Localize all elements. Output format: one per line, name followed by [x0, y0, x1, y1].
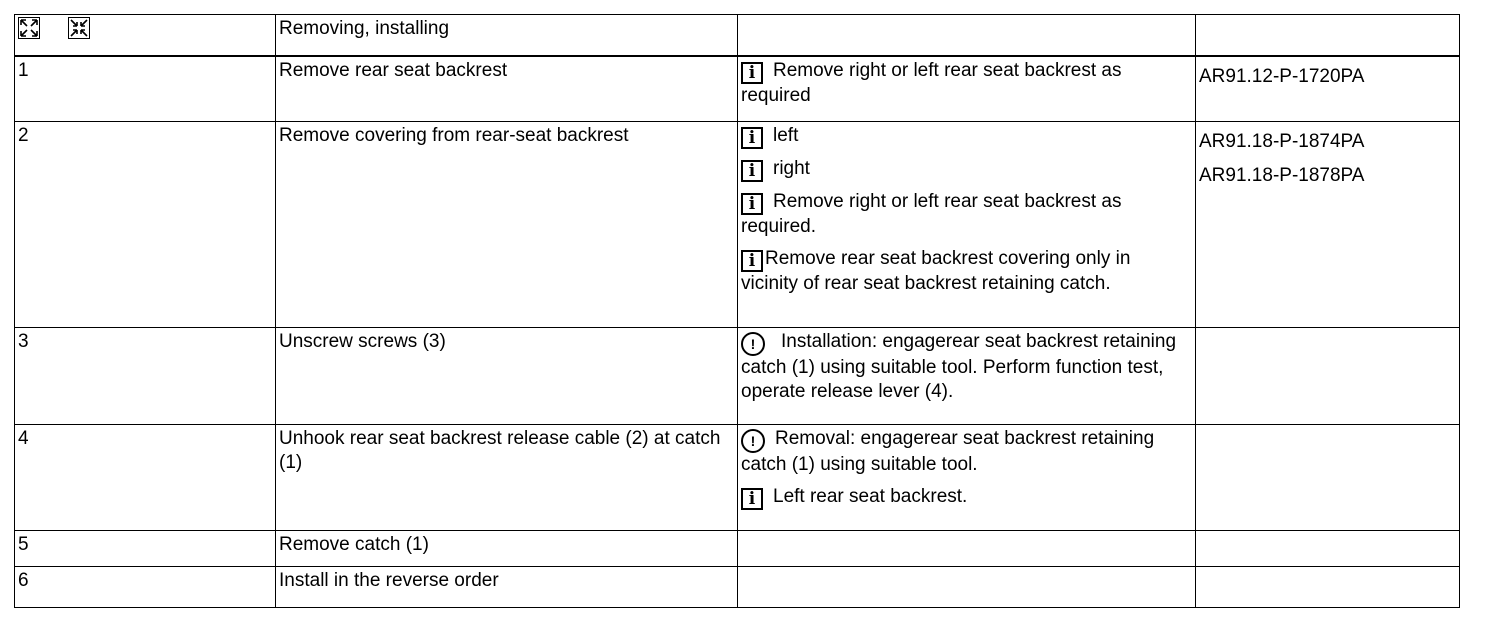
- table-header-row: [15, 15, 1460, 56]
- step-action: Remove rear seat backrest: [276, 56, 738, 122]
- info-icon[interactable]: i: [741, 250, 763, 272]
- caution-icon[interactable]: !: [741, 429, 765, 453]
- reference-link[interactable]: AR91.18-P-1878PA: [1199, 165, 1365, 186]
- step-number: 4: [15, 425, 276, 531]
- step-notes: [738, 56, 1196, 122]
- collapse-arrows-icon[interactable]: [68, 17, 90, 39]
- info-icon[interactable]: i: [741, 193, 763, 215]
- table-row: [15, 567, 1460, 608]
- header-icons-cell: [15, 15, 276, 56]
- note: [741, 427, 1192, 477]
- step-refs: [1196, 425, 1460, 531]
- note: [741, 485, 1192, 510]
- note-text: Removal: engagerear seat backrest retaining catch (1) using suitable tool.: [741, 428, 1155, 475]
- step-refs: [1196, 122, 1460, 328]
- note: [741, 59, 1192, 108]
- note-text: Installation: engagerear seat backrest retaining catch (1) using suitable tool. Perform function test, operate release lever (4).: [741, 331, 1177, 402]
- step-refs: [1196, 567, 1460, 608]
- step-number: 2: [15, 122, 276, 328]
- header-empty-cell: [738, 15, 1196, 56]
- step-action: Remove catch (1): [276, 531, 738, 567]
- step-number: 5: [15, 531, 276, 567]
- note-text: Remove right or left rear seat backrest as required.: [741, 191, 1122, 237]
- step-notes: [738, 122, 1196, 328]
- step-action: Unscrew screws (3): [276, 328, 738, 425]
- info-icon[interactable]: i: [741, 160, 763, 182]
- step-action: Unhook rear seat backrest release cable (2) at catch (1): [276, 425, 738, 531]
- step-action: Install in the reverse order: [276, 567, 738, 608]
- table-row: [15, 122, 1460, 328]
- step-number: 3: [15, 328, 276, 425]
- note-text: Left rear seat backrest.: [773, 486, 968, 507]
- step-notes: [738, 425, 1196, 531]
- info-icon[interactable]: i: [741, 62, 763, 84]
- note: [741, 247, 1192, 296]
- reference-link[interactable]: AR91.18-P-1874PA: [1199, 131, 1365, 152]
- note-text: Remove right or left rear seat backrest as required: [741, 59, 1122, 106]
- table-row: [15, 328, 1460, 425]
- note: [741, 157, 1192, 182]
- step-number: 1: [15, 56, 276, 122]
- step-action: Remove covering from rear-seat backrest: [276, 122, 738, 328]
- step-refs: [1196, 328, 1460, 425]
- note-text: Remove rear seat backrest covering only in vicinity of rear seat backrest retaining catch.: [741, 248, 1131, 294]
- step-number: 6: [15, 567, 276, 608]
- step-notes: [738, 328, 1196, 425]
- info-icon[interactable]: i: [741, 488, 763, 510]
- note-text: right: [773, 158, 810, 179]
- caution-icon[interactable]: !: [741, 332, 765, 356]
- header-title: Removing, installing: [276, 15, 738, 56]
- info-icon[interactable]: i: [741, 127, 763, 149]
- note: [741, 330, 1192, 404]
- procedure-table: [14, 14, 1460, 608]
- header-empty-cell: [1196, 15, 1460, 56]
- note-text: left: [773, 125, 799, 146]
- expand-arrows-icon[interactable]: [18, 17, 40, 39]
- table-row: [15, 56, 1460, 122]
- step-refs: [1196, 531, 1460, 567]
- note: [741, 124, 1192, 149]
- step-notes: [738, 567, 1196, 608]
- step-notes: [738, 531, 1196, 567]
- reference-link[interactable]: AR91.12-P-1720PA: [1199, 65, 1365, 87]
- table-row: [15, 425, 1460, 531]
- note: [741, 190, 1192, 239]
- table-row: [15, 531, 1460, 567]
- step-refs: [1196, 56, 1460, 122]
